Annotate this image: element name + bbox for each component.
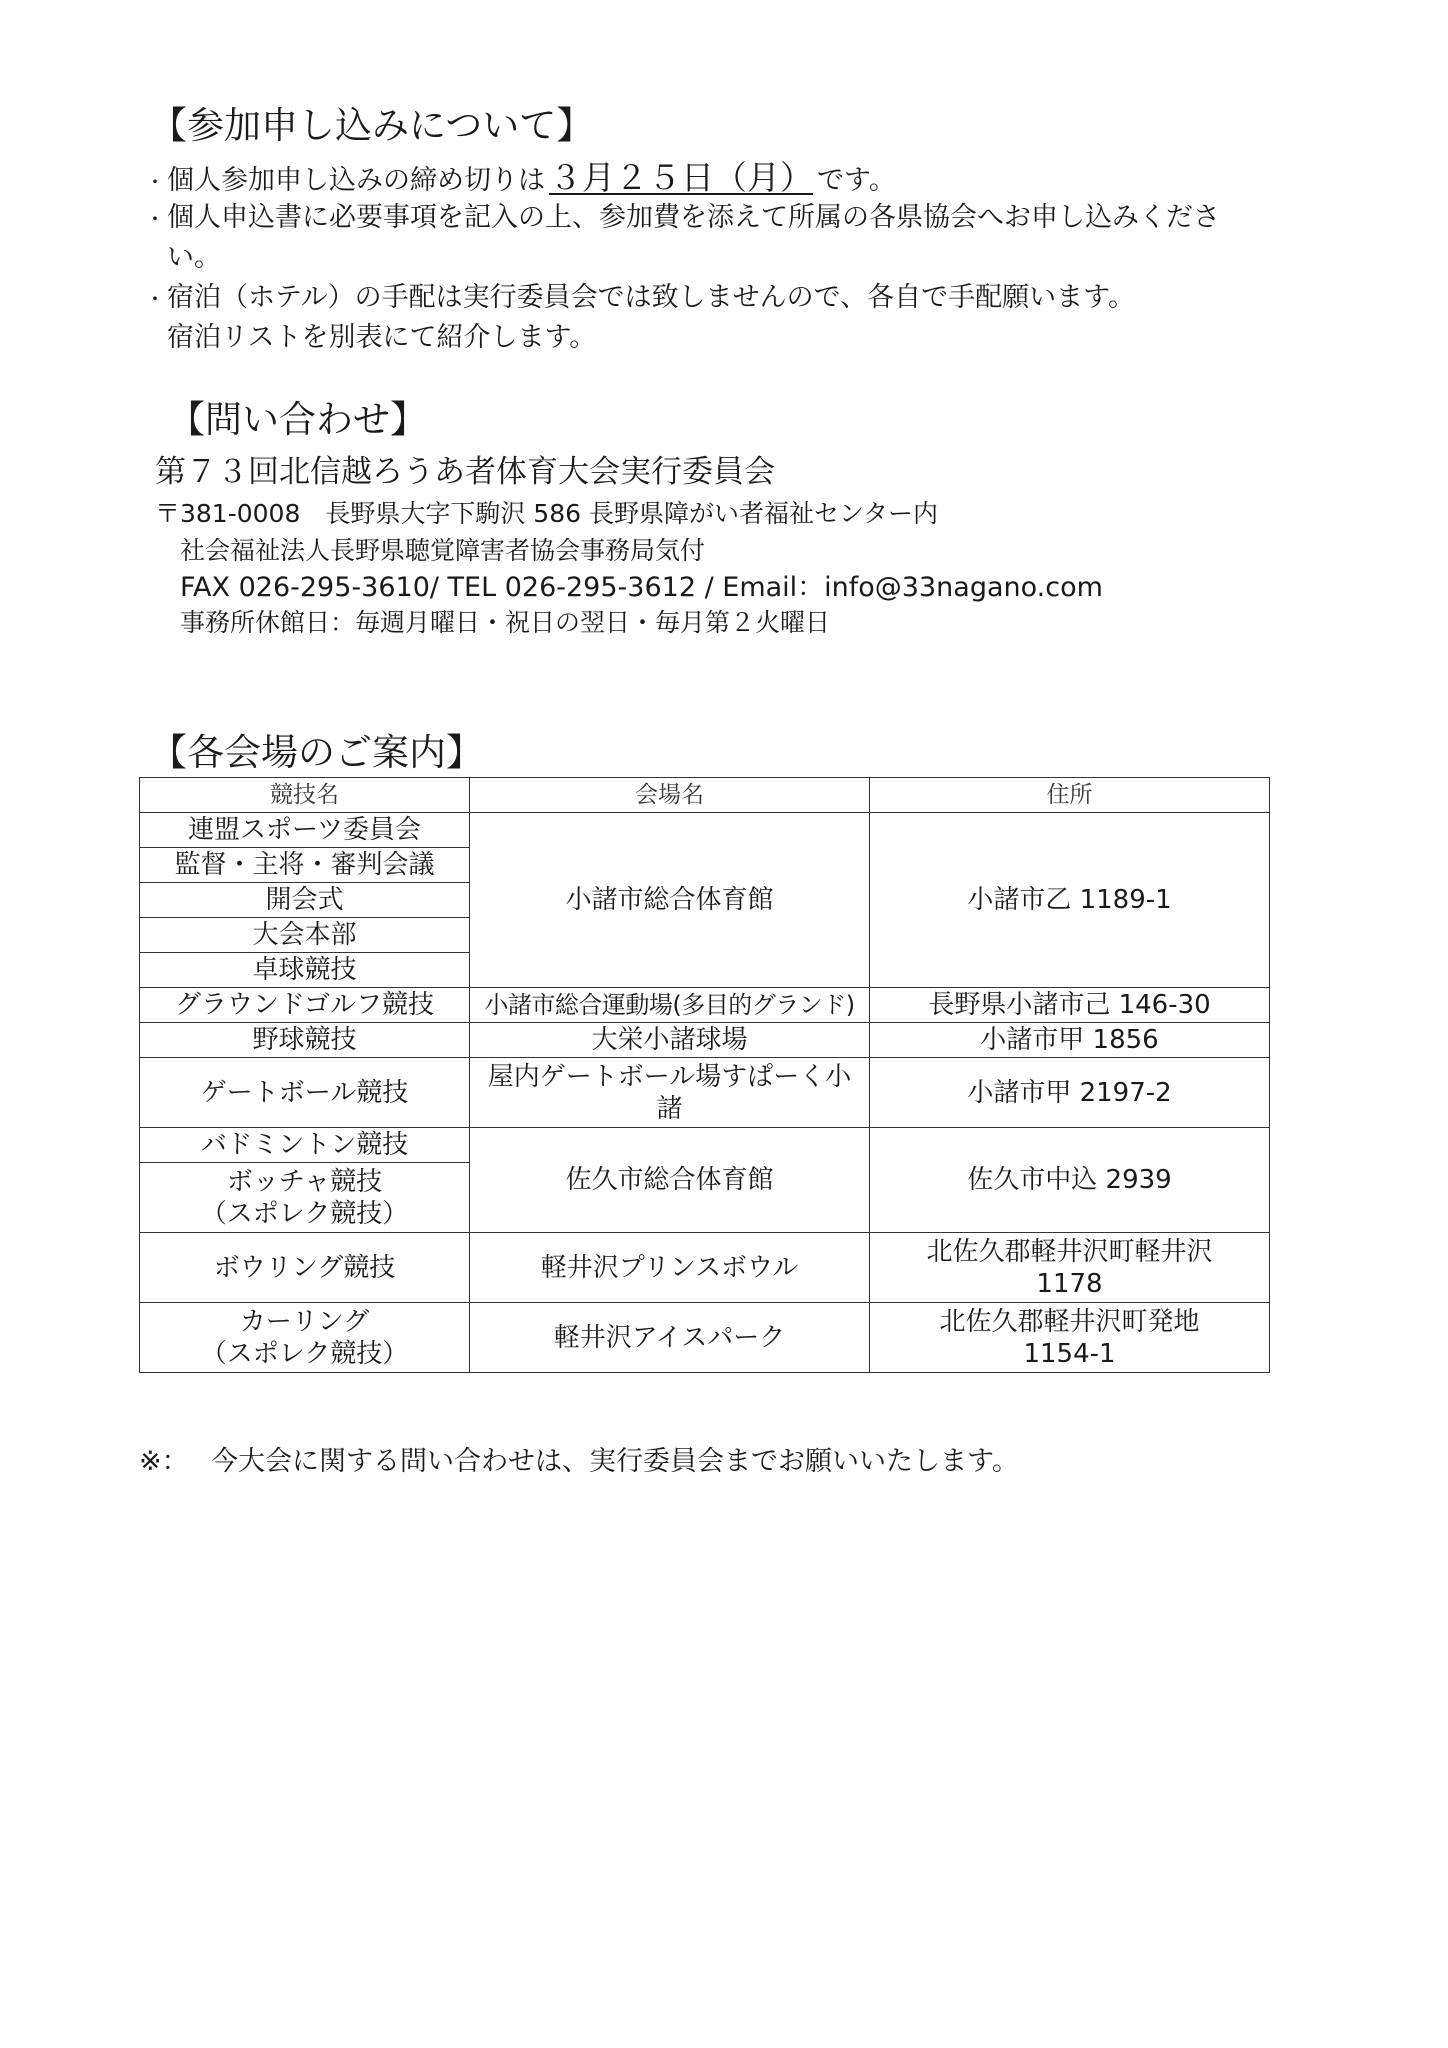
event-cell xyxy=(140,1163,470,1233)
deadline-outro: です。 xyxy=(817,165,896,196)
venues-table xyxy=(139,777,1270,1373)
venue-cell: 小諸市総合運動場(多目的グランド) xyxy=(470,988,870,1023)
venue-cell xyxy=(470,1058,870,1128)
address-cell: 佐久市中込 2939 xyxy=(870,1128,1270,1233)
venue-cell: 大栄小諸球場 xyxy=(470,1023,870,1058)
bullet: ・ xyxy=(145,287,165,311)
contact-address: 〒381-0008 長野県大字下駒沢 586 長野県障がい者福祉センター内 xyxy=(155,499,938,528)
table-header-row xyxy=(140,778,1270,813)
application-line-submit xyxy=(145,200,1220,237)
application-line-hotel xyxy=(145,280,1135,317)
table-row xyxy=(140,1303,1270,1373)
venue-cell: 小諸市総合体育館 xyxy=(470,813,870,988)
event-cell: バドミントン競技 xyxy=(140,1128,470,1163)
event-cell xyxy=(140,1303,470,1373)
contact-fax-tel-email: FAX 026-295-3610/ TEL 026-295-3612 / Email：info@33nagano.com xyxy=(180,572,1103,603)
contact-organization: 第７３回北信越ろうあ者体育大会実行委員会 xyxy=(155,454,775,490)
venues-heading: 【各会場のご案内】 xyxy=(150,731,483,774)
event-line: （スポレク競技） xyxy=(200,1338,409,1369)
application-line-deadline xyxy=(145,160,896,200)
event-cell: 監督・主将・審判会議 xyxy=(140,848,470,883)
table-row xyxy=(140,1233,1270,1303)
table-row xyxy=(140,1128,1270,1163)
address-line: 1154-1 xyxy=(1023,1338,1116,1369)
event-cell: グラウンドゴルフ競技 xyxy=(140,988,470,1023)
address-cell: 小諸市甲 1856 xyxy=(870,1023,1270,1058)
event-cell: 連盟スポーツ委員会 xyxy=(140,813,470,848)
event-line: （スポレク競技） xyxy=(200,1198,409,1229)
footnote-text: 今大会に関する問い合わせは、実行委員会までお願いいたします。 xyxy=(211,1446,1019,1477)
bullet: ・ xyxy=(145,207,165,231)
footnote-mark: ※： xyxy=(139,1446,189,1477)
event-line: カーリング xyxy=(239,1306,370,1337)
deadline-date: ３月２５日（月） xyxy=(549,158,813,197)
application-line-hotel-list: 宿泊リストを別表にて紹介します。 xyxy=(167,322,597,353)
event-cell: 卓球競技 xyxy=(140,953,470,988)
contact-office-holidays: 事務所休館日：毎週月曜日・祝日の翌日・毎月第２火曜日 xyxy=(180,608,831,637)
event-cell: ボウリング競技 xyxy=(140,1233,470,1303)
address-cell xyxy=(870,1303,1270,1373)
footnote xyxy=(139,1444,1019,1480)
event-cell: ゲートボール競技 xyxy=(140,1058,470,1128)
table-row xyxy=(140,813,1270,848)
application-line-submit-cont: い。 xyxy=(167,242,221,273)
contact-office: 社会福祉法人長野県聴覚障害者協会事務局気付 xyxy=(180,536,706,565)
application-heading: 【参加申し込みについて】 xyxy=(150,104,594,147)
address-cell xyxy=(870,1233,1270,1303)
venue-line: 屋内ゲートボール場すぱーく小 xyxy=(487,1061,852,1092)
bullet: ・ xyxy=(145,170,165,194)
address-line: 北佐久郡軽井沢町軽井沢 xyxy=(926,1236,1213,1267)
submit-text: 個人申込書に必要事項を記入の上、参加費を添えて所属の各県協会へお申し込みくださ xyxy=(167,202,1220,233)
address-cell: 小諸市乙 1189-1 xyxy=(870,813,1270,988)
table-row xyxy=(140,988,1270,1023)
event-cell: 大会本部 xyxy=(140,918,470,953)
hotel-text: 宿泊（ホテル）の手配は実行委員会では致しませんので、各自で手配願います。 xyxy=(167,282,1135,313)
event-line: ボッチャ競技 xyxy=(226,1166,383,1197)
venue-line: 諸 xyxy=(656,1093,683,1124)
table-row xyxy=(140,1058,1270,1128)
table-row xyxy=(140,1023,1270,1058)
header-venue: 会場名 xyxy=(470,778,870,813)
header-event: 競技名 xyxy=(140,778,470,813)
event-cell: 野球競技 xyxy=(140,1023,470,1058)
address-line: 北佐久郡軽井沢町発地 xyxy=(939,1306,1200,1337)
deadline-intro: 個人参加申し込みの締め切りは xyxy=(167,165,545,196)
venue-cell: 軽井沢アイスパーク xyxy=(470,1303,870,1373)
address-line: 1178 xyxy=(1036,1268,1103,1299)
address-cell: 小諸市甲 2197-2 xyxy=(870,1058,1270,1128)
address-cell: 長野県小諸市己 146-30 xyxy=(870,988,1270,1023)
venue-cell: 軽井沢プリンスボウル xyxy=(470,1233,870,1303)
event-cell: 開会式 xyxy=(140,883,470,918)
header-address: 住所 xyxy=(870,778,1270,813)
venue-cell: 佐久市総合体育館 xyxy=(470,1128,870,1233)
contact-heading: 【問い合わせ】 xyxy=(168,398,427,441)
